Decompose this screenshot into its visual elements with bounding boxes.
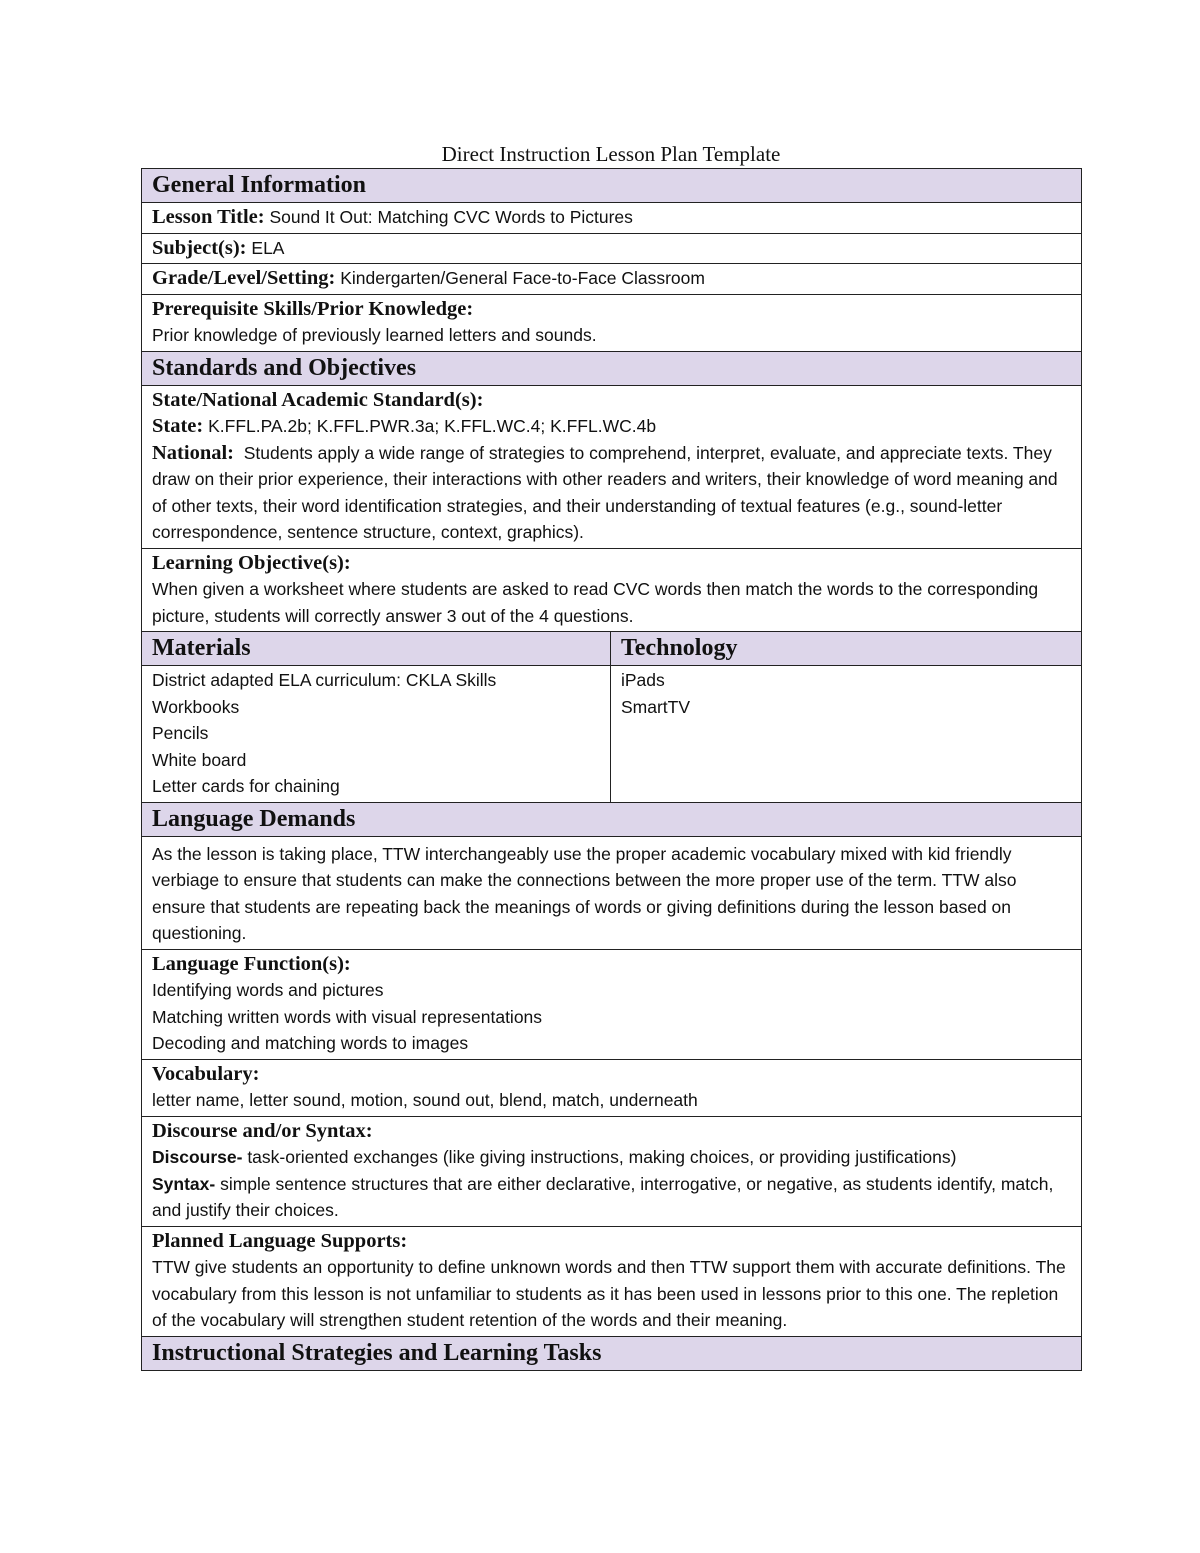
general-info-header-row	[142, 169, 1082, 203]
discourse-term: Discourse-	[152, 1147, 243, 1167]
section-technology: Technology	[611, 632, 1082, 666]
supports-cell	[142, 1226, 1082, 1336]
national-standard-value: Students apply a wide range of strategies to comprehend, interpret, evaluate, and appreciate texts. They draw on their prior experience, their interactions with other readers and writers, their knowledge of word meaning and of other texts, their word identification strategies, and their understanding of textual features (e.g., sound-letter correspondence, sentence structure, context, graphics).	[152, 442, 1058, 542]
discourse-value: task-oriented exchanges (like giving instructions, making choices, or providing justifications)	[242, 1147, 957, 1167]
language-function-row	[142, 949, 1082, 1059]
list-item: Letter cards for chaining	[152, 776, 340, 796]
supports-row	[142, 1226, 1082, 1336]
subject-row	[142, 233, 1082, 264]
objective-row	[142, 548, 1082, 632]
vocabulary-cell	[142, 1059, 1082, 1116]
discourse-label: Discourse and/or Syntax:	[152, 1119, 373, 1142]
language-demands-row	[142, 836, 1082, 949]
list-item: Identifying words and pictures	[152, 980, 384, 1000]
grade-value: Kindergarten/General Face-to-Face Classroom	[340, 268, 705, 288]
language-header-row	[142, 802, 1082, 836]
prereq-cell	[142, 294, 1082, 351]
materials-tech-row	[142, 666, 1082, 803]
list-item: Matching written words with visual representations	[152, 1006, 543, 1027]
document-title: Direct Instruction Lesson Plan Template	[441, 142, 781, 166]
objective-cell	[142, 548, 1082, 632]
grade-label: Grade/Level/Setting:	[152, 267, 336, 289]
language-function-cell	[142, 949, 1082, 1059]
list-item: Decoding and matching words to images	[152, 1033, 469, 1053]
national-label: National:	[152, 441, 234, 464]
lesson-title-row	[142, 203, 1082, 234]
subject-value: ELA	[251, 237, 285, 258]
section-general-information: General Information	[142, 169, 1082, 203]
section-standards-objectives: Standards and Objectives	[142, 351, 1082, 385]
objective-label: Learning Objective(s):	[152, 551, 351, 574]
supports-label: Planned Language Supports:	[152, 1229, 408, 1252]
grade-row	[142, 264, 1082, 295]
state-standards-value: K.FFL.PA.2b; K.FFL.PWR.3a; K.FFL.WC.4; K.FFL.WC.4b	[208, 416, 657, 436]
standard-label: State/National Academic Standard(s):	[152, 388, 484, 411]
section-materials: Materials	[142, 632, 611, 666]
syntax-term: Syntax-	[152, 1173, 216, 1194]
section-instructional-strategies: Instructional Strategies and Learning Tasks	[142, 1336, 1082, 1370]
instructional-header-row	[142, 1336, 1082, 1370]
prereq-row	[142, 294, 1082, 351]
prereq-value: Prior knowledge of previously learned letters and sounds.	[152, 325, 597, 345]
technology-list	[611, 666, 1082, 803]
lesson-title-label: Lesson Title:	[152, 206, 265, 228]
discourse-cell	[142, 1116, 1082, 1226]
lesson-title-cell	[142, 203, 1082, 234]
list-item: SmartTV	[621, 696, 691, 717]
lesson-plan-table	[141, 168, 1082, 1371]
vocabulary-value: letter name, letter sound, motion, sound out, blend, match, underneath	[152, 1090, 698, 1110]
syntax-value: simple sentence structures that are either declarative, interrogative, or negative, as students identify, match, and justify their choices.	[152, 1173, 1054, 1220]
discourse-row	[142, 1116, 1082, 1226]
standards-cell	[142, 385, 1082, 548]
materials-list	[142, 666, 611, 803]
list-item: Pencils	[152, 723, 209, 743]
list-item: District adapted ELA curriculum: CKLA Skills	[152, 670, 497, 690]
language-function-label: Language Function(s):	[152, 952, 351, 975]
vocabulary-row	[142, 1059, 1082, 1116]
standards-header-row	[142, 351, 1082, 385]
materials-tech-header-row	[142, 632, 1082, 666]
prereq-label: Prerequisite Skills/Prior Knowledge:	[152, 297, 474, 320]
vocabulary-label: Vocabulary:	[152, 1062, 260, 1085]
list-item: iPads	[621, 670, 665, 690]
section-language-demands: Language Demands	[142, 802, 1082, 836]
list-item: White board	[152, 749, 247, 770]
subject-label: Subject(s):	[152, 236, 247, 259]
state-label: State:	[152, 415, 204, 437]
objective-value: When given a worksheet where students are asked to read CVC words then match the words to the corresponding picture, students will correctly answer 3 out of the 4 questions.	[152, 579, 1039, 626]
subject-cell	[142, 233, 1082, 264]
list-item: Workbooks	[152, 696, 240, 717]
lesson-title-value: Sound It Out: Matching CVC Words to Pictures	[269, 207, 633, 227]
grade-cell	[142, 264, 1082, 295]
supports-value: TTW give students an opportunity to define unknown words and then TTW support them with accurate definitions. The vocabulary from this lesson is not unfamiliar to students as it has been used in lessons prior to this one. The repletion of the vocabulary will strengthen student retention of the words and their meaning.	[152, 1257, 1066, 1330]
language-demands-cell: As the lesson is taking place, TTW interchangeably use the proper academic vocabulary mixed with kid friendly verbiage to ensure that students can make the connections between the more proper use of the term. TTW also ensure that students are repeating back the meanings of words or giving definitions during the lesson based on questioning.	[142, 836, 1082, 949]
standards-row	[142, 385, 1082, 548]
